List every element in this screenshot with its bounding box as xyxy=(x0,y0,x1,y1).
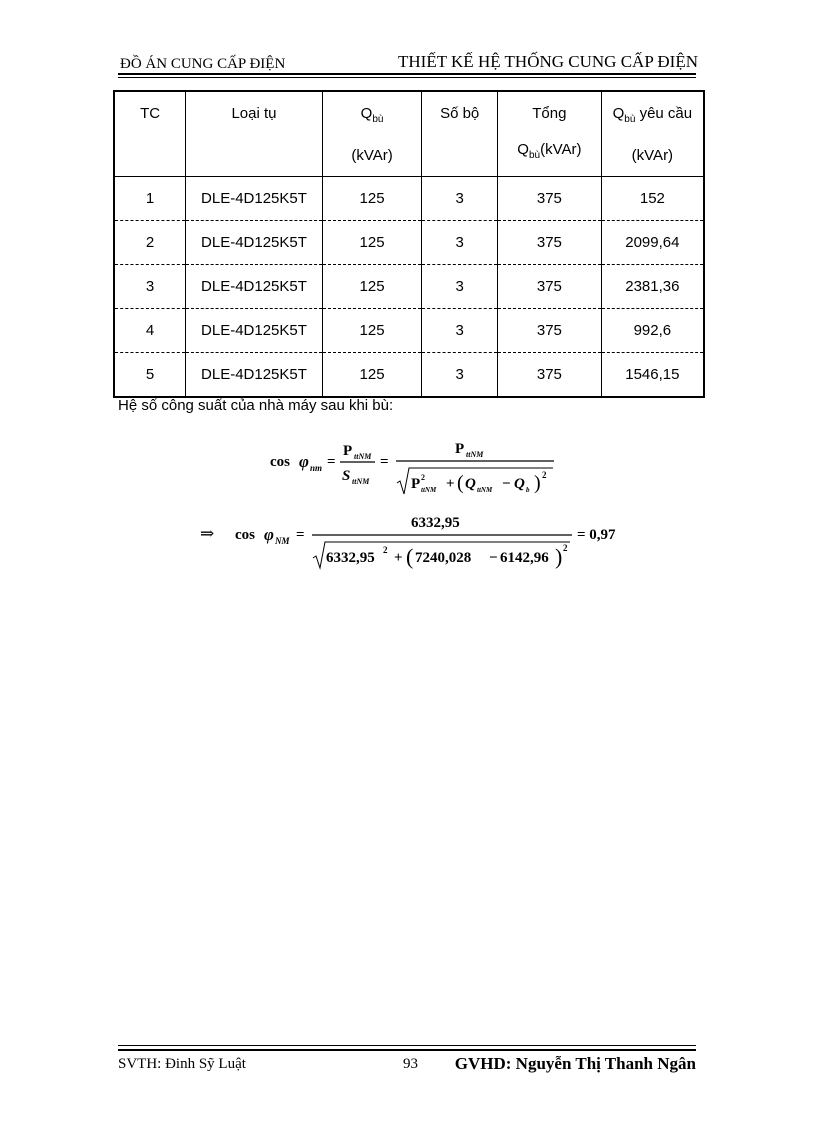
cell-qbu: 125 xyxy=(322,221,422,265)
f2-eq: = xyxy=(296,527,305,543)
table-header-row xyxy=(114,91,704,177)
f1-eq1: = xyxy=(327,454,336,470)
cell-loai-tu: DLE-4D125K5T xyxy=(186,177,323,221)
cell-qbu-yeu-cau: 2099,64 xyxy=(601,221,704,265)
capacitor-table xyxy=(113,90,705,398)
table-row xyxy=(114,309,704,353)
f2-result: = 0,97 xyxy=(577,527,616,543)
f2-den-a-sup: 2 xyxy=(383,545,388,555)
cell-tong: 375 xyxy=(498,221,602,265)
f1-num1: P xyxy=(343,443,353,459)
f1-sq: 2 xyxy=(542,470,547,480)
cell-so-bo: 3 xyxy=(422,353,498,398)
cell-tc: 4 xyxy=(114,309,186,353)
col-header-tong: Tổng $Q_{bù}(kVAr)$ xyxy=(498,91,602,177)
header-rule-thick xyxy=(118,73,696,75)
cell-tc: 1 xyxy=(114,177,186,221)
cell-so-bo: 3 xyxy=(422,221,498,265)
svg-text:(: ( xyxy=(457,472,464,494)
f1-den-p-sub: ttNM xyxy=(421,486,437,494)
f1-den-p: P xyxy=(411,476,421,492)
col-header-loai-tu: Loại tụ xyxy=(186,91,323,177)
header-right-title: THIẾT KẾ HỆ THỐNG CUNG CẤP ĐIỆN xyxy=(398,52,698,71)
cell-so-bo: 3 xyxy=(422,309,498,353)
cell-qbu: 125 xyxy=(322,265,422,309)
power-factor-formula xyxy=(270,438,570,500)
col-header-tc: TC xyxy=(114,91,186,177)
table-row xyxy=(114,353,704,398)
f1-den-p-sup: 2 xyxy=(421,473,425,482)
cell-qbu-yeu-cau: 992,6 xyxy=(601,309,704,353)
f1-q1-sub: ttNM xyxy=(477,486,493,494)
f2-den-a: 6332,95 xyxy=(326,550,375,566)
cell-loai-tu: DLE-4D125K5T xyxy=(186,221,323,265)
footer-rule-thick xyxy=(118,1049,696,1051)
f2-den-b: 7240,028 xyxy=(415,550,472,566)
f1-q2: Q xyxy=(514,476,525,492)
cell-tong: 375 xyxy=(498,177,602,221)
f1-minus: − xyxy=(502,476,511,492)
f2-phi-sub: NM xyxy=(275,536,290,546)
f2-den-plus: + xyxy=(394,550,403,566)
f2-arrow: ⇒ xyxy=(200,524,215,543)
cell-qbu: 125 xyxy=(322,309,422,353)
cell-loai-tu: DLE-4D125K5T xyxy=(186,265,323,309)
f2-cos: cos xyxy=(235,527,255,543)
f2-numerator: 6332,95 xyxy=(411,515,460,531)
cell-tc: 2 xyxy=(114,221,186,265)
cell-qbu-yeu-cau: 1546,15 xyxy=(601,353,704,398)
header-left-title: ĐỒ ÁN CUNG CẤP ĐIỆN xyxy=(120,56,286,72)
cell-tong: 375 xyxy=(498,353,602,398)
svg-text:): ) xyxy=(534,472,541,494)
f1-eq2: = xyxy=(380,454,389,470)
col-header-qbu-yeu-cau: $Q_{bù}$ yêu cầu (kVAr) xyxy=(601,91,704,177)
f2-den-minus: − xyxy=(489,550,498,566)
cell-tc: 5 xyxy=(114,353,186,398)
col-header-so-bo: Số bộ xyxy=(422,91,498,177)
cell-tong: 375 xyxy=(498,309,602,353)
footer-student: SVTH: Đinh Sỹ Luật xyxy=(118,1056,246,1072)
f1-q2-sub: b xyxy=(526,486,530,494)
svg-text:): ) xyxy=(555,544,563,569)
table-row xyxy=(114,221,704,265)
f1-num2-sub: ttNM xyxy=(466,450,484,459)
table-row xyxy=(114,177,704,221)
cell-loai-tu: DLE-4D125K5T xyxy=(186,353,323,398)
cell-qbu: 125 xyxy=(322,353,422,398)
table-row xyxy=(114,265,704,309)
power-factor-result-formula xyxy=(200,510,640,570)
power-factor-note: Hệ số công suất của nhà máy sau khi bù: xyxy=(118,397,394,414)
f2-den-sq: 2 xyxy=(563,543,568,553)
cell-so-bo: 3 xyxy=(422,177,498,221)
cell-tong: 375 xyxy=(498,265,602,309)
cell-qbu-yeu-cau: 2381,36 xyxy=(601,265,704,309)
f1-den1: S xyxy=(342,468,351,484)
footer-rule-thin xyxy=(118,1045,696,1046)
header-rule-thin xyxy=(118,77,696,78)
cell-so-bo: 3 xyxy=(422,265,498,309)
col-header-qbu: $Q_{bù}$ (kVAr) xyxy=(322,91,422,177)
f2-phi: φ xyxy=(264,525,274,544)
cell-qbu: 125 xyxy=(322,177,422,221)
f1-num1-sub: ttNM xyxy=(354,452,372,461)
footer-advisor: GVHD: Nguyễn Thị Thanh Ngân xyxy=(454,1054,696,1073)
cell-qbu-yeu-cau: 152 xyxy=(601,177,704,221)
f1-q1: Q xyxy=(465,476,476,492)
f1-den1-sub: ttNM xyxy=(352,477,370,486)
cell-tc: 3 xyxy=(114,265,186,309)
cell-loai-tu: DLE-4D125K5T xyxy=(186,309,323,353)
f1-plus: + xyxy=(446,476,455,492)
f1-phi-sub: nm xyxy=(310,463,323,473)
f2-den-c: 6142,96 xyxy=(500,550,549,566)
f1-phi: φ xyxy=(299,452,309,471)
f1-num2: P xyxy=(455,441,465,457)
page-number: 93 xyxy=(403,1056,418,1072)
svg-text:(: ( xyxy=(406,544,414,569)
f1-cos: cos xyxy=(270,454,290,470)
